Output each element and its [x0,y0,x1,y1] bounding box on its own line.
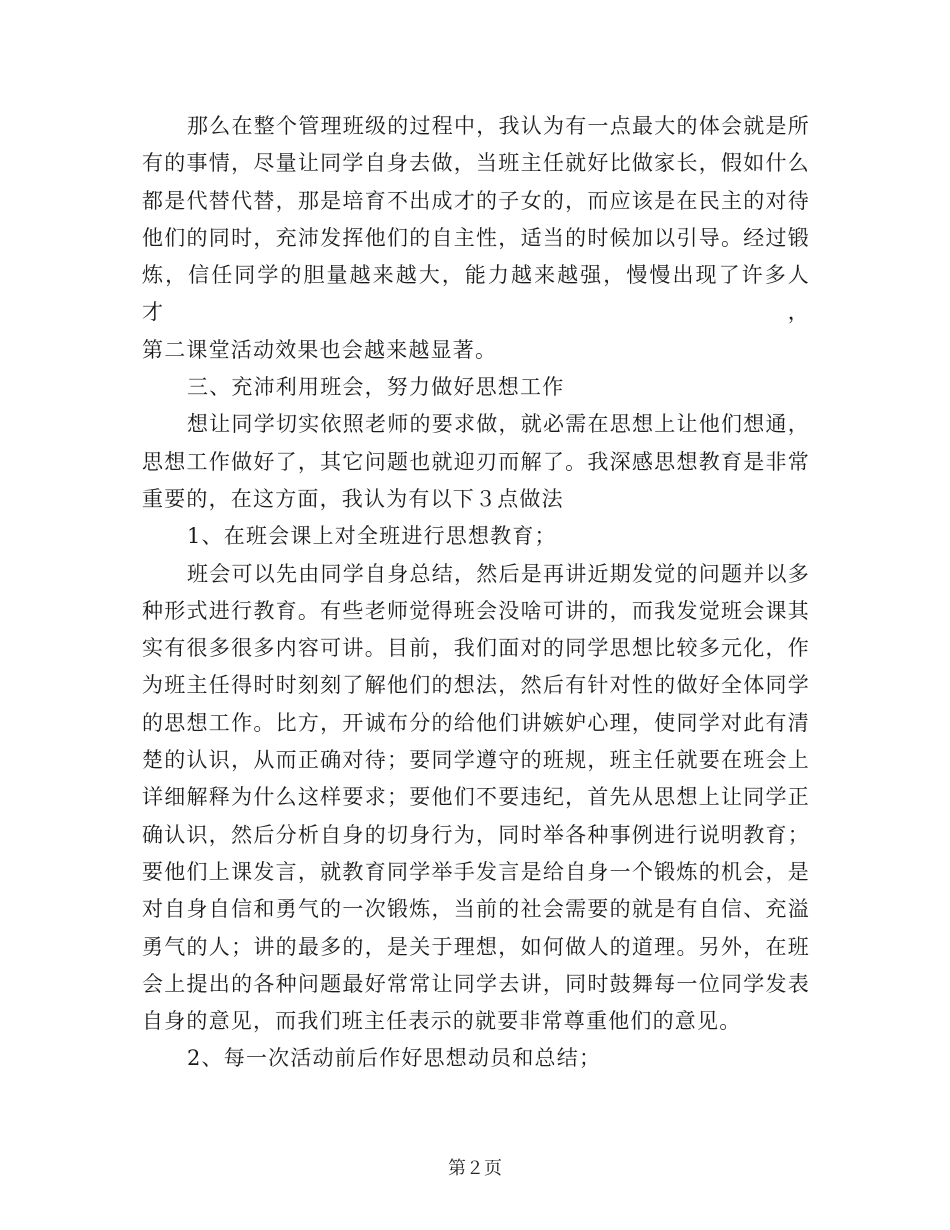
text-line: 为班主任得时时刻刻了解他们的想法，然后有针对性的做好全体同学 [142,673,810,698]
text-line: 三、充沛利用班会，努力做好思想工作 [187,375,565,400]
text-line: 炼，信任同学的胆量越来越大，能力越来越强，慢慢出现了许多人才， [142,263,810,325]
text-line: 的思想工作。比方，开诚布分的给他们讲嫉妒心理，使同学对此有清 [142,710,810,735]
paragraph [142,518,810,555]
text-line: 班会可以先由同学自身总结，然后是再讲近期发觉的问题并以多 [187,561,810,586]
text-line: 要他们上课发言，就教育同学举手发言是给自身一个锻炼的机会，是 [142,859,810,884]
paragraph [142,556,810,1041]
page-number: 第２页 [448,1158,502,1179]
text-line: 种形式进行教育。有些老师觉得班会没啥可讲的，而我发觉班会课其 [142,598,810,623]
text-line: 勇气的人；讲的最多的，是关于理想，如何做人的道理。另外，在班 [142,934,810,959]
text-line: 实有很多很多内容可讲。目前，我们面对的同学思想比较多元化，作 [142,636,810,661]
text-line: 那么在整个管理班级的过程中，我认为有一点最大的体会就是所 [187,114,810,138]
paragraph [142,108,810,369]
text-line: 详细解释为什么这样要求；要他们不要违纪，首先从思想上让同学正 [142,785,810,810]
text-line: 对自身自信和勇气的一次锻炼，当前的社会需要的就是有自信、充溢 [142,897,810,922]
text-line: 都是代替代替，那是培育不出成才的子女的，而应该是在民主的对待 [142,188,810,213]
text-line: 有的事情，尽量让同学自身去做，当班主任就好比做家长，假如什么 [142,151,810,176]
paragraph [142,369,810,406]
paragraph [142,1040,810,1077]
text-line: 会上提出的各种问题最好常常让同学去讲，同时鼓舞每一位同学发表 [142,971,810,996]
text-line: 重要的，在这方面，我认为有以下３点做法 [142,486,564,511]
text-line: 1、在班会课上对全班进行思想教育； [187,524,557,549]
paragraph [142,406,810,518]
text-line: 2、每一次活动前后作好思想动员和总结； [187,1046,602,1071]
document-body [142,108,810,1078]
text-line: 他们的同时，充沛发挥他们的自主性，适当的时候加以引导。经过锻 [142,225,810,250]
text-line: 确认识，然后分析自身的切身行为，同时举各种事例进行说明教育； [142,822,810,847]
text-line: 思想工作做好了，其它问题也就迎刃而解了。我深感思想教育是非常 [142,449,810,474]
text-line: 想让同学切实依照老师的要求做，就必需在思想上让他们想通， [187,412,810,437]
text-line: 自身的意见，而我们班主任表示的就要非常尊重他们的意见。 [142,1009,742,1034]
text-line: 楚的认识，从而正确对待；要同学遵守的班规，班主任就要在班会上 [142,748,810,773]
text-line: 第二课堂活动效果也会越来越显著。 [142,337,498,362]
